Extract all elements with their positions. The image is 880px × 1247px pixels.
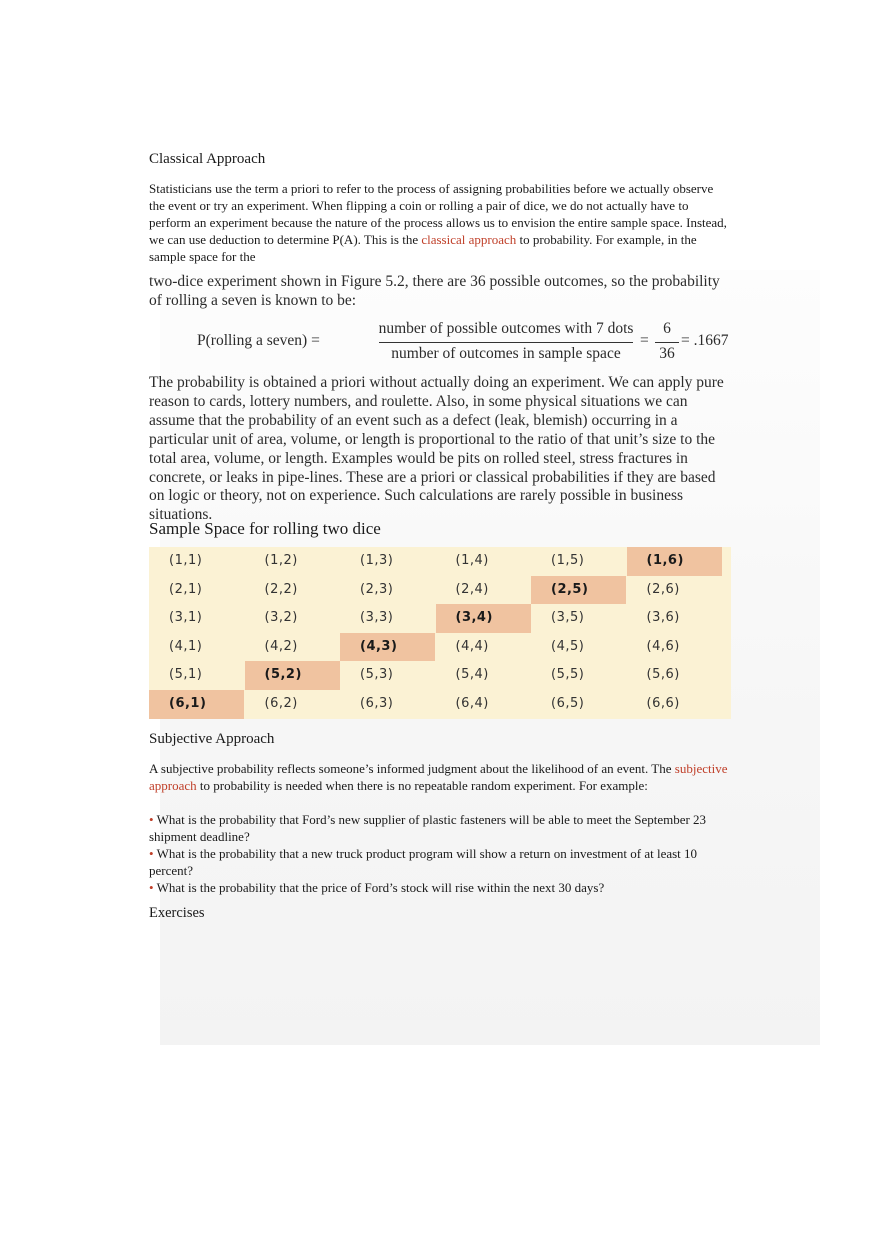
- fraction-denominator-36: 36: [659, 345, 675, 362]
- dice-outcome-cell: (3,6): [646, 610, 680, 626]
- bullet-item: • What is the probability that the price of Ford’s stock will rise within the next 30 days?: [149, 880, 605, 895]
- equation-denominator: number of outcomes in sample space: [391, 345, 621, 362]
- dice-outcome-cell: (5,2): [245, 661, 340, 690]
- subjective-approach-term: subjective approach: [149, 761, 728, 793]
- fraction-numerator-6: 6: [663, 320, 671, 337]
- dice-outcome-cell: (5,3): [360, 667, 394, 683]
- dice-outcome-cell: (6,1): [149, 690, 244, 719]
- equals-sign: =: [640, 332, 649, 349]
- dice-outcome-cell: (4,6): [646, 638, 680, 654]
- exercises-heading: Exercises: [149, 905, 205, 921]
- dice-outcome-cell: (4,1): [169, 638, 203, 654]
- sample-space-table: [149, 547, 731, 719]
- dice-outcome-cell: (5,1): [169, 667, 203, 683]
- dice-outcome-cell: (2,1): [169, 581, 203, 597]
- classical-paragraph: Statisticians use the term a priori to refer to the process of assigning probabilities before we actually observe the event or try an experiment. When flipping a coin or rolling a pair of dice, we do not actually have to perform an experiment because the nature of the process allows us to envision the entire sample space. Instead, we can use deduction to determine P(A). This is the classical approach to probability. For example, in the sample space for the: [149, 181, 727, 264]
- dice-outcome-cell: (6,6): [646, 696, 680, 711]
- dice-outcome-cell: (2,5): [531, 576, 626, 605]
- dice-outcome-cell: (3,5): [551, 610, 585, 626]
- bullet-item: • What is the probability that a new truck product program will show a return on investment of at least 10 percent?: [149, 846, 698, 878]
- dice-outcome-cell: (4,2): [264, 638, 298, 654]
- dice-outcome-cell: (6,2): [264, 696, 298, 711]
- dice-outcome-cell: (1,3): [360, 553, 394, 568]
- dice-outcome-cell: (4,3): [340, 633, 435, 662]
- dice-outcome-cell: (6,5): [551, 696, 585, 711]
- subjective-paragraph: A subjective probability reflects someone’s informed judgment about the likelihood of an event. The subjective approach to probability is needed when there is no repeatable random experiment. For example:: [149, 761, 728, 793]
- dice-outcome-cell: (4,5): [551, 638, 585, 654]
- equation-fraction: [375, 320, 637, 363]
- sample-space-title: Sample Space for rolling two dice: [149, 519, 381, 538]
- classical-approach-term: classical approach: [421, 232, 517, 247]
- bullet-icon: •: [149, 880, 154, 895]
- classical-heading: Classical Approach: [149, 151, 266, 167]
- bullet-icon: •: [149, 812, 154, 827]
- dice-outcome-cell: (3,2): [264, 610, 298, 626]
- dice-outcome-cell: (5,4): [455, 667, 489, 683]
- dice-outcome-cell: (3,3): [360, 610, 394, 626]
- dice-outcome-cell: (3,4): [436, 604, 531, 633]
- bullet-item: • What is the probability that Ford’s new supplier of plastic fasteners will be able to meet the September 23 shipment deadline?: [149, 812, 707, 844]
- equation-numerator: number of possible outcomes with 7 dots: [378, 320, 634, 337]
- dice-outcome-cell: (1,5): [551, 553, 585, 568]
- book-intro-text: two-dice experiment shown in Figure 5.2, there are 36 possible outcomes, so the probability of rolling a seven is known to be:: [149, 273, 720, 309]
- dice-outcome-cell: (1,2): [264, 553, 298, 568]
- bullet-icon: •: [149, 846, 154, 861]
- book-paragraph: The probability is obtained a priori without actually doing an experiment. We can apply pure reason to cards, lottery numbers, and roulette. Also, in some physical situations we can assume that the probability of an event such as a defect (leak, blemish) occurring in a particular unit of area, volume, or length is proportional to the ratio of that unit’s size to the total area, volume, or length. Examples would be pits on rolled steel, stress fractures in concrete, or leaks in pipe-lines. These are a priori or classical probabilities if they are based on logic or theory, not on experience. Such calculations are rarely possible in business situations.: [149, 374, 724, 524]
- dice-outcome-cell: (6,3): [360, 696, 394, 711]
- dice-outcome-cell: (1,6): [627, 547, 722, 576]
- dice-outcome-cell: (5,6): [646, 667, 680, 683]
- dice-outcome-cell: (3,1): [169, 610, 203, 626]
- dice-outcome-cell: (2,3): [360, 581, 394, 597]
- dice-outcome-cell: (4,4): [455, 638, 489, 654]
- dice-outcome-cell: (2,4): [455, 581, 489, 597]
- equation-lhs: P(rolling a seven) =: [197, 332, 320, 349]
- equation-fraction-numeric: [655, 320, 679, 363]
- dice-outcome-cell: (5,5): [551, 667, 585, 683]
- dice-outcome-cell: (1,4): [455, 553, 489, 568]
- dice-outcome-cell: (1,1): [169, 553, 203, 568]
- equation-result: = .1667: [681, 332, 729, 349]
- probability-equation: [197, 320, 729, 364]
- dice-outcome-cell: (2,2): [264, 581, 298, 597]
- dice-outcome-cell: (2,6): [646, 581, 680, 597]
- dice-outcome-cell: (6,4): [455, 696, 489, 711]
- subjective-heading: Subjective Approach: [149, 731, 275, 747]
